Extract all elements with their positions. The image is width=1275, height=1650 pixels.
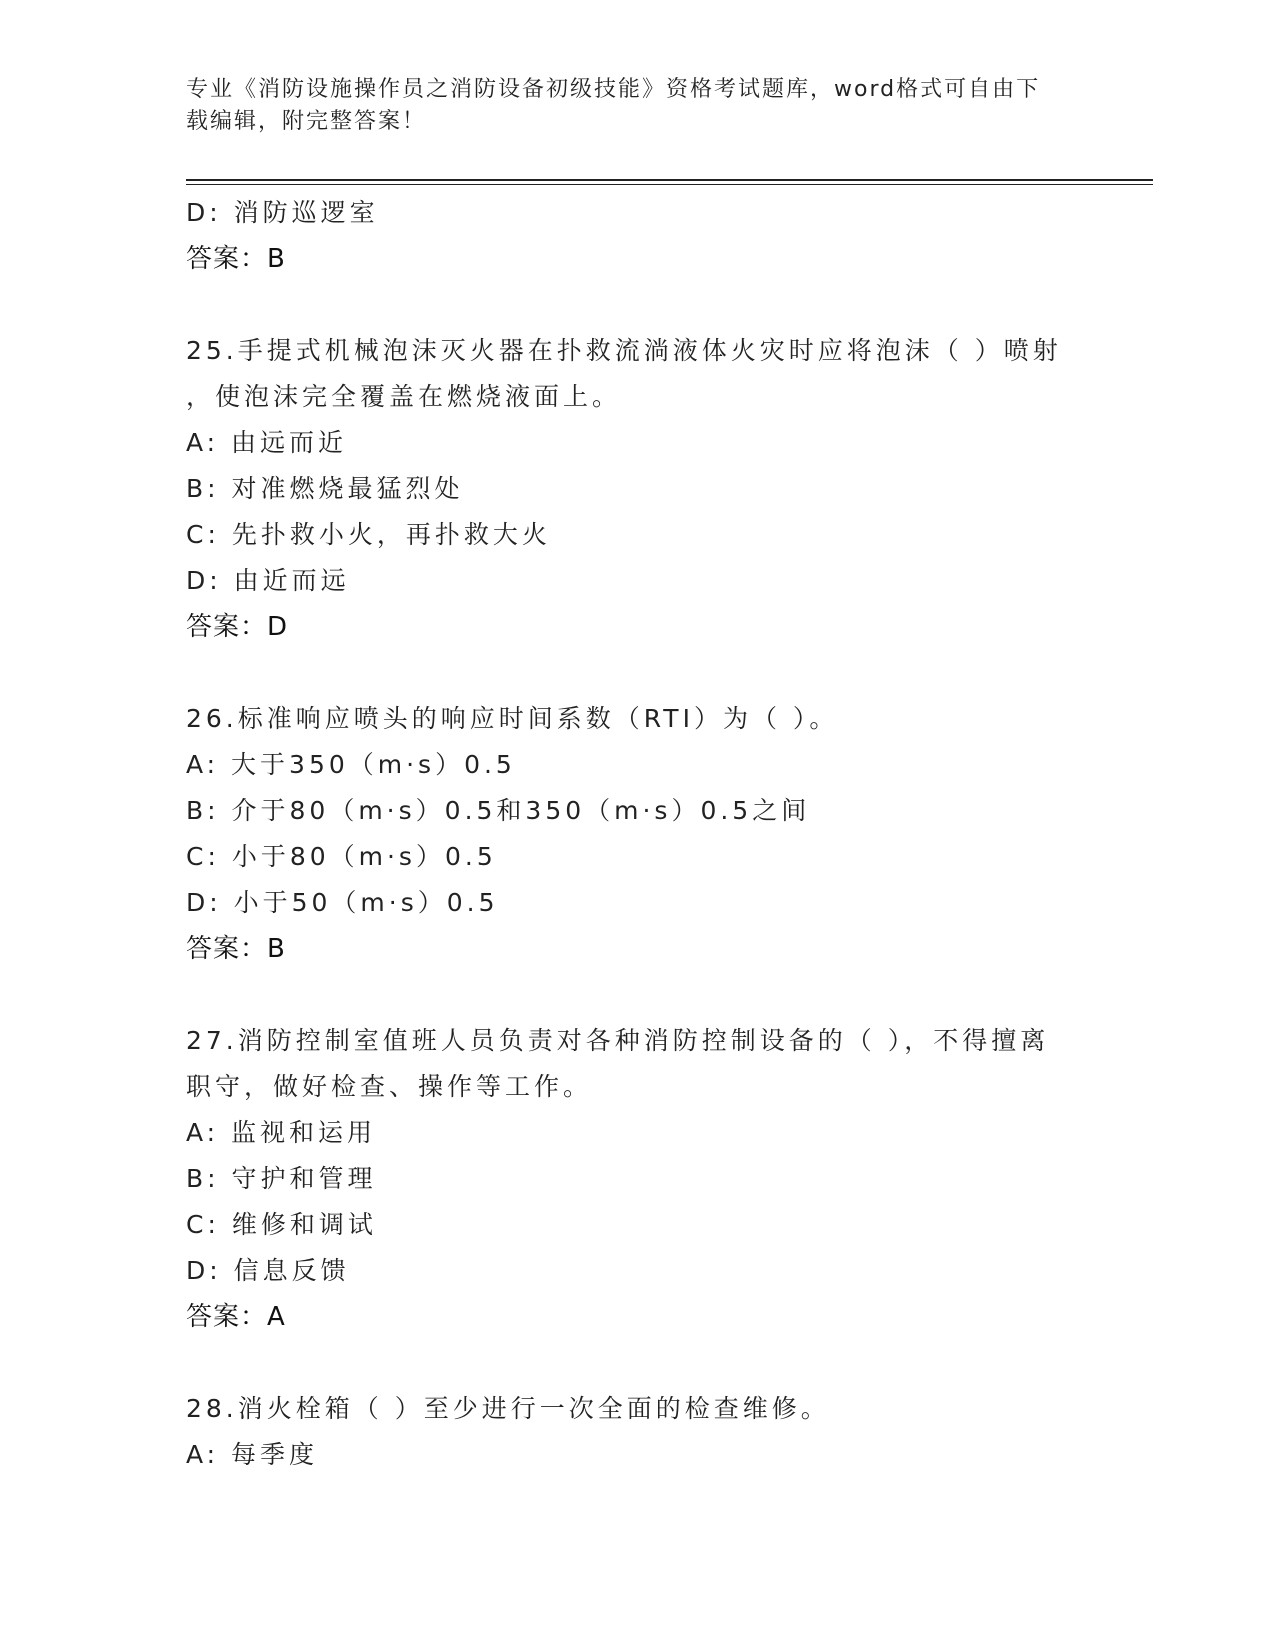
option-line: D: 信息反馈 <box>186 1256 350 1285</box>
option-line: A: 每季度 <box>186 1440 319 1469</box>
option-line: D: 小于50（m·s）0.5 <box>186 888 499 917</box>
option-line: C: 维修和调试 <box>186 1210 377 1239</box>
question-stem: 28.消火栓箱（ ）至少进行一次全面的检查维修。 <box>186 1394 830 1423</box>
answer-line: 答案：B <box>186 934 286 964</box>
header-divider-thick <box>186 179 1153 181</box>
option-line: D: 由近而远 <box>186 566 350 595</box>
answer-line: 答案：A <box>186 1302 286 1332</box>
question-block <box>186 1018 1086 1340</box>
question-stem: 26.标准响应喷头的响应时间系数（RTI）为（ ）。 <box>186 704 839 733</box>
header-line-1: 专业《消防设施操作员之消防设备初级技能》资格考试题库，word格式可自由下 <box>186 77 1041 102</box>
option-line: A: 由远而近 <box>186 428 348 457</box>
question-block <box>186 696 1086 972</box>
question-stem: ，使泡沫完全覆盖在燃烧液面上。 <box>186 382 622 411</box>
question-block <box>186 1386 1086 1478</box>
option-line: C: 小于80（m·s）0.5 <box>186 842 497 871</box>
header-divider-thin <box>186 184 1153 185</box>
option-line: A: 监视和运用 <box>186 1118 377 1147</box>
option-line: B: 对准燃烧最猛烈处 <box>186 474 464 503</box>
question-block <box>186 328 1086 650</box>
question-stem: 职守，做好检查、操作等工作。 <box>186 1072 593 1101</box>
answer-line: 答案：D <box>186 612 289 642</box>
option-line: D: 消防巡逻室 <box>186 198 379 227</box>
option-line: B: 介于80（m·s）0.5和350（m·s）0.5之间 <box>186 796 811 825</box>
question-stem: 25.手提式机械泡沫灭火器在扑救流淌液体火灾时应将泡沫（ ）喷射 <box>186 336 1062 365</box>
header-line-2: 载编辑，附完整答案！ <box>186 109 427 134</box>
document-header <box>186 74 1086 138</box>
option-line: C: 先扑救小火，再扑救大火 <box>186 520 551 549</box>
document-body <box>186 190 1086 1478</box>
option-line: A: 大于350（m·s）0.5 <box>186 750 516 779</box>
answer-line: 答案：B <box>186 244 286 274</box>
question-stem: 27.消防控制室值班人员负责对各种消防控制设备的（ ），不得擅离 <box>186 1026 1050 1055</box>
option-line: B: 守护和管理 <box>186 1164 377 1193</box>
